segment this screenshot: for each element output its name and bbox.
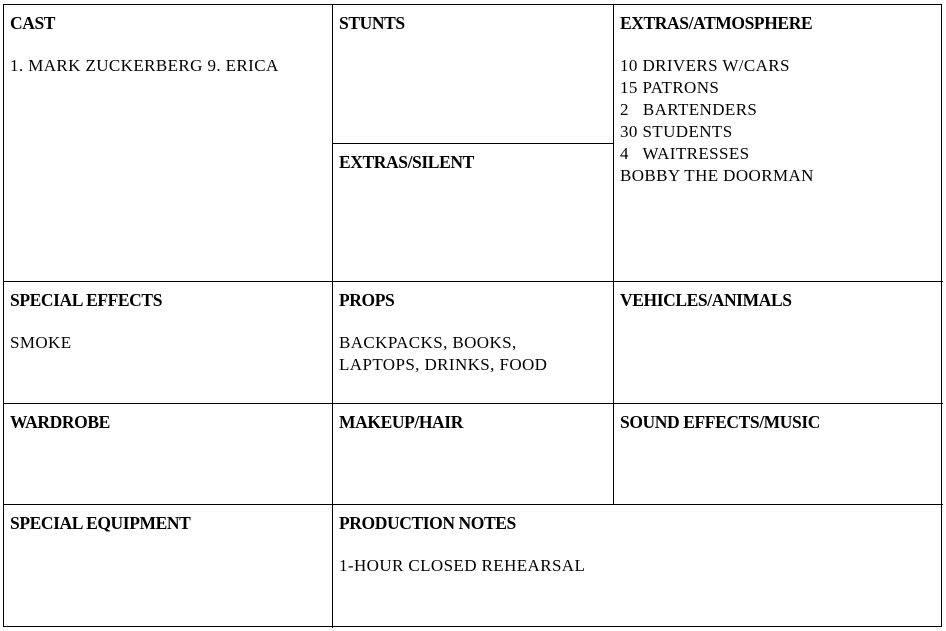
extras-line: 2 BARTENDERS (620, 100, 758, 119)
cast-list (10, 55, 332, 77)
production-notes-list (339, 555, 941, 577)
extras-line: 10 DRIVERS W/CARS (620, 56, 790, 75)
makeup-hair-cell (333, 404, 613, 504)
stunts-header: STUNTS (339, 13, 405, 33)
special-effects-header: SPECIAL EFFECTS (10, 290, 163, 310)
special-effects-cell (4, 282, 332, 403)
sound-effects-music-header: SOUND EFFECTS/MUSIC (620, 412, 820, 432)
sound-effects-music-cell (614, 404, 943, 504)
extras-atmosphere-cell (614, 5, 943, 281)
cast-header: CAST (10, 13, 56, 33)
special-effects-line: SMOKE (10, 333, 72, 352)
cast-cell (4, 5, 332, 281)
extras-line: 4 WAITRESSES (620, 144, 750, 163)
special-effects-list (10, 332, 332, 354)
extras-line: 15 PATRONS (620, 78, 720, 97)
props-list (339, 332, 613, 376)
extras-line: 30 STUDENTS (620, 122, 733, 141)
props-cell (333, 282, 613, 403)
extras-atmosphere-header: EXTRAS/ATMOSPHERE (620, 13, 813, 33)
extras-silent-header: EXTRAS/SILENT (339, 152, 474, 172)
extras-atmosphere-list (620, 55, 943, 187)
wardrobe-header: WARDROBE (10, 412, 110, 432)
extras-silent-cell (333, 144, 613, 281)
props-line: LAPTOPS, DRINKS, FOOD (339, 355, 548, 374)
props-header: PROPS (339, 290, 395, 310)
production-notes-cell (333, 505, 941, 626)
production-notes-line: 1-HOUR CLOSED REHEARSAL (339, 556, 586, 575)
stunts-cell (333, 5, 613, 143)
vehicles-animals-header: VEHICLES/ANIMALS (620, 290, 792, 310)
extras-line: BOBBY THE DOORMAN (620, 166, 814, 185)
breakdown-sheet (3, 4, 942, 627)
props-line: BACKPACKS, BOOKS, (339, 333, 517, 352)
special-equipment-cell (4, 505, 332, 626)
production-notes-header: PRODUCTION NOTES (339, 513, 516, 533)
vehicles-animals-cell (614, 282, 943, 403)
cast-line: 1. MARK ZUCKERBERG 9. ERICA (10, 56, 279, 75)
makeup-hair-header: MAKEUP/HAIR (339, 412, 463, 432)
special-equipment-header: SPECIAL EQUIPMENT (10, 513, 191, 533)
wardrobe-cell (4, 404, 332, 504)
